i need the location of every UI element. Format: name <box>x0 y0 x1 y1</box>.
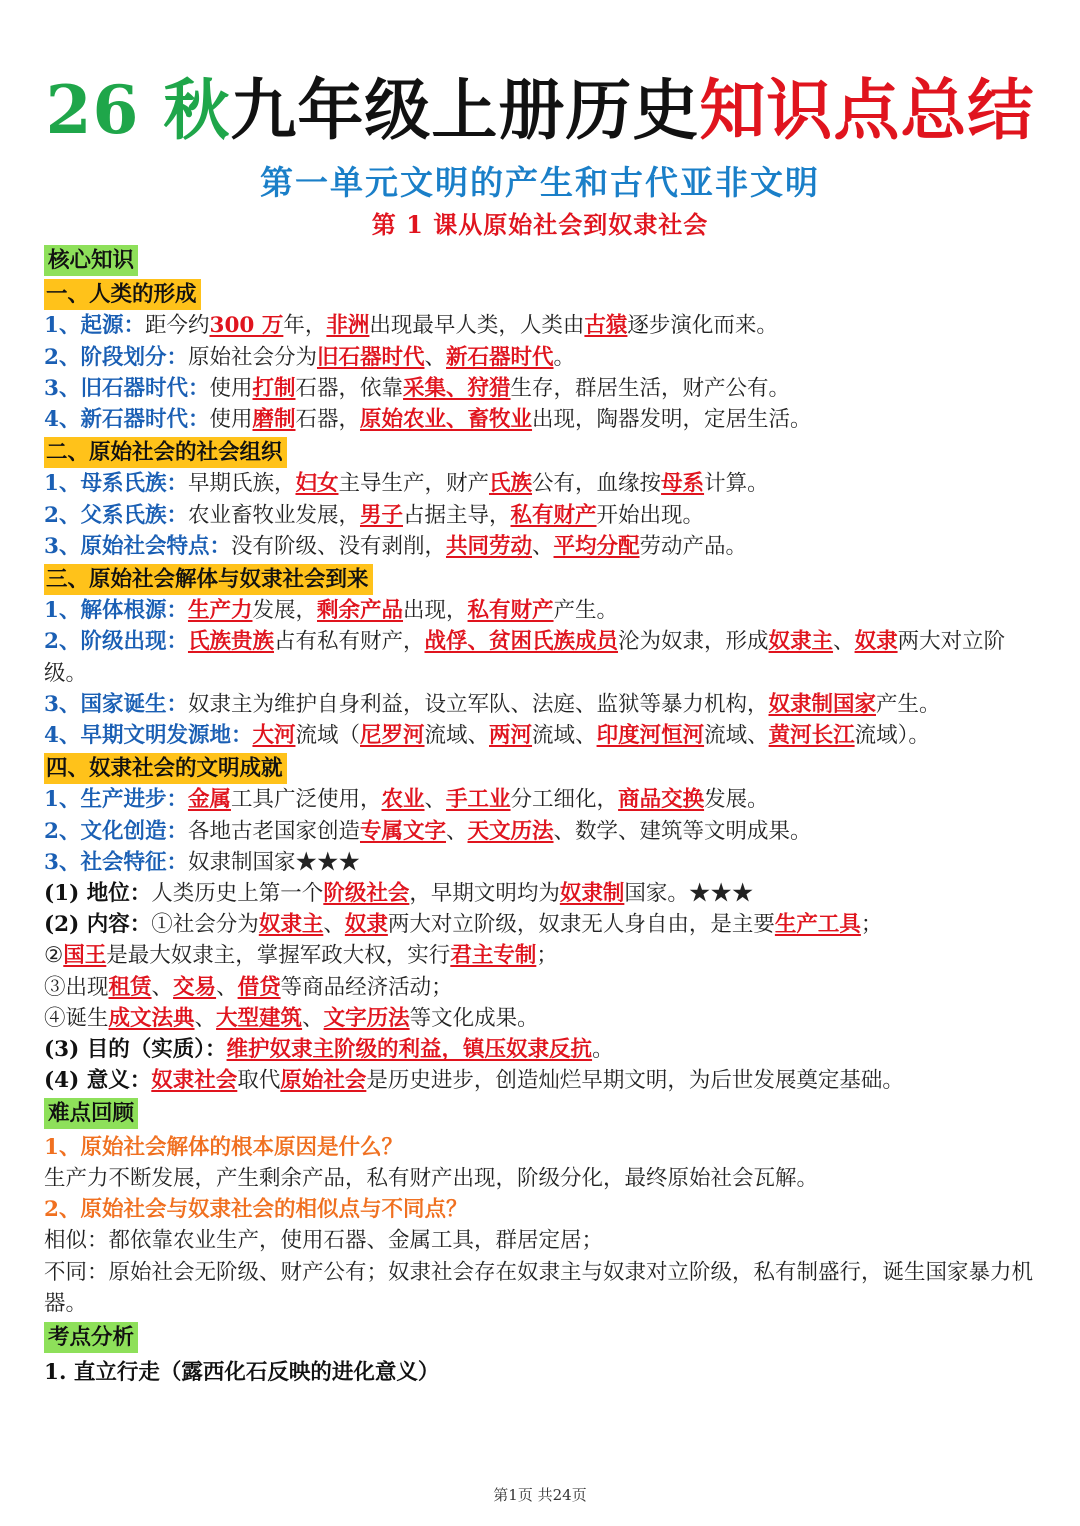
page-footer: 第1页 共24页 <box>493 1486 587 1504</box>
knowledge-line: ④诞生成文法典、大型建筑、文字历法等文化成果。 <box>44 1005 539 1031</box>
knowledge-line: 1、解体根源：生产力发展，剩余产品出现，私有财产产生。 <box>44 598 619 624</box>
section-heading-1: 一、人类的形成 <box>44 279 201 310</box>
review-answer: 不同：原始社会无阶级、财产公有；奴隶社会存在奴隶主与奴隶对立阶级，私有制盛行，诞生国家暴力机器。 <box>44 1259 1034 1316</box>
knowledge-line: 4、早期文明发源地：大河流域（尼罗河流域、两河流域、印度河恒河流域、黄河长江流域）。 <box>44 723 930 749</box>
knowledge-line: (3) 目的（实质）：维护奴隶主阶级的利益，镇压奴隶反抗。 <box>44 1037 614 1063</box>
knowledge-line: 2、父系氏族：农业畜牧业发展，男子占据主导，私有财产开始出现。 <box>44 502 705 528</box>
knowledge-line: (2) 内容：①社会分为奴隶主、奴隶两大对立阶级，奴隶无人身自由，是主要生产工具； <box>44 912 883 938</box>
section-heading-2: 二、原始社会的社会组织 <box>44 437 287 468</box>
knowledge-line: 3、旧石器时代：使用打制石器，依靠采集、狩猎生存，群居生活，财产公有。 <box>44 375 791 401</box>
knowledge-line: 1、母系氏族：早期氏族，妇女主导生产，财产氏族公有，血缘按母系计算。 <box>44 471 769 497</box>
page-title <box>0 70 1080 150</box>
knowledge-line: 1、起源：距今约300 万年，非洲出现最早人类，人类由古猿逐步演化而来。 <box>44 313 778 339</box>
review-question: 1、原始社会解体的根本原因是什么？ <box>44 1134 403 1160</box>
heading-difficult-review: 难点回顾 <box>44 1098 138 1129</box>
knowledge-line: (1) 地位：人类历史上第一个阶级社会，早期文明均为奴隶制国家。★★★ <box>44 881 754 907</box>
knowledge-line: ②国王是最大奴隶主，掌握军政大权，实行君主专制； <box>44 943 558 969</box>
knowledge-line: 2、文化创造：各地古老国家创造专属文字、天文历法、数学、建筑等文明成果。 <box>44 818 812 844</box>
heading-core-knowledge: 核心知识 <box>44 245 138 276</box>
section-heading-4: 四、奴隶社会的文明成就 <box>44 753 287 784</box>
knowledge-line: 3、国家诞生：奴隶主为维护自身利益，设立军队、法庭、监狱等暴力机构，奴隶制国家产生。 <box>44 691 941 717</box>
knowledge-line: 2、阶段划分：原始社会分为旧石器时代、新石器时代。 <box>44 344 576 370</box>
title-part-summary: 知识点总结 <box>699 71 1035 149</box>
unit-title: 第一单元文明的产生和古代亚非文明 <box>260 163 820 202</box>
knowledge-line: (4) 意义：奴隶社会取代原始社会是历史进步，创造灿烂早期文明，为后世发展奠定基础。 <box>44 1068 904 1094</box>
heading-exam-analysis: 考点分析 <box>44 1322 138 1353</box>
knowledge-line: 4、新石器时代：使用磨制石器，原始农业、畜牧业出现，陶器发明，定居生活。 <box>44 407 812 433</box>
title-part-grade: 九年级上册历史 <box>230 71 700 149</box>
review-answer: 生产力不断发展，产生剩余产品，私有财产出现，阶级分化，最终原始社会瓦解。 <box>44 1165 819 1191</box>
exam-item: 1. 直立行走（露西化石反映的进化意义） <box>44 1360 440 1386</box>
knowledge-line: 1、生产进步：金属工具广泛使用，农业、手工业分工细化，商品交换发展。 <box>44 787 769 813</box>
title-part-season: 26 秋 <box>45 71 231 149</box>
section-heading-3: 三、原始社会解体与奴隶社会到来 <box>44 564 373 595</box>
knowledge-line: ③出现租赁、交易、借贷等商品经济活动； <box>44 974 453 1000</box>
lesson-title: 第 1 课从原始社会到奴隶社会 <box>371 210 709 239</box>
review-answer: 相似：都依靠农业生产，使用石器、金属工具，群居定居； <box>44 1228 604 1254</box>
knowledge-line: 2、阶级出现：氏族贵族占有私有财产，战俘、贫困氏族成员沦为奴隶，形成奴隶主、奴隶两大对立阶级。 <box>44 629 1006 686</box>
knowledge-line: 3、社会特征：奴隶制国家★★★ <box>44 849 360 875</box>
knowledge-line: 3、原始社会特点：没有阶级、没有剥削，共同劳动、平均分配劳动产品。 <box>44 533 748 559</box>
review-question: 2、原始社会与奴隶社会的相似点与不同点？ <box>44 1197 468 1223</box>
content-body <box>44 245 1044 1388</box>
